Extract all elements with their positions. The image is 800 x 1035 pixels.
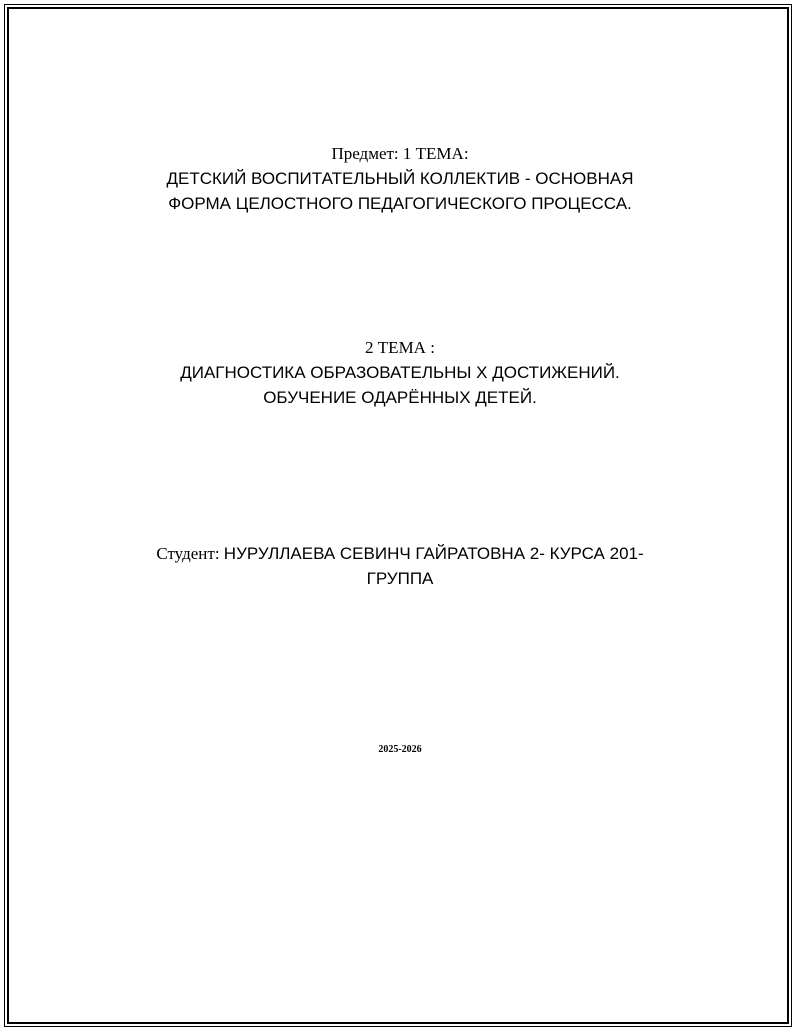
topic-2-title-line-1: ДИАГНОСТИКА ОБРАЗОВАТЕЛЬНЫ Х ДОСТИЖЕНИЙ. xyxy=(180,363,620,382)
topic-2-section xyxy=(0,335,800,410)
student-line-1 xyxy=(0,541,800,566)
student-section xyxy=(0,541,800,591)
academic-year: 2025-2026 xyxy=(378,744,422,755)
topic-1-title-line-1: ДЕТСКИЙ ВОСПИТАТЕЛЬНЫЙ КОЛЛЕКТИВ - ОСНОВНАЯ xyxy=(166,169,634,188)
topic-1-section xyxy=(0,141,800,216)
topic-1-title-line-2: ФОРМА ЦЕЛОСТНОГО ПЕДАГОГИЧЕСКОГО ПРОЦЕССА. xyxy=(168,194,632,213)
topic-2-heading: 2 ТЕМА : xyxy=(365,338,435,357)
subject-topic-1-heading: Предмет: 1 ТЕМА: xyxy=(331,144,469,163)
student-label: Студент: xyxy=(156,544,220,563)
student-group: ГРУППА xyxy=(366,569,434,588)
student-name: НУРУЛЛАЕВА СЕВИНЧ ГАЙРАТОВНА 2- КУРСА 201- xyxy=(223,544,644,563)
topic-2-title-line-2: ОБУЧЕНИЕ ОДАРЁННЫХ ДЕТЕЙ. xyxy=(263,388,537,407)
